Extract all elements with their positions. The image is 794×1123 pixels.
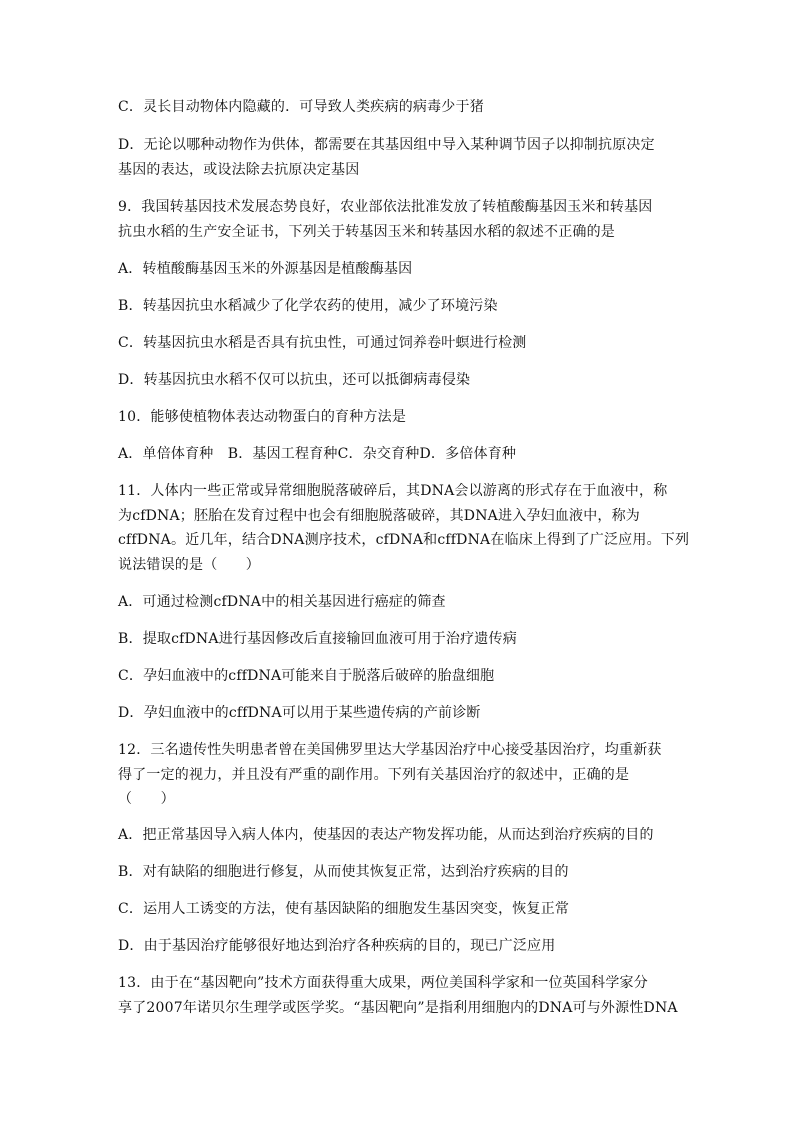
question-10-options: A．单倍体育种 B．基因工程育种C．杂交育种D．多倍体育种 <box>118 446 517 462</box>
option-11d: D．孕妇血液中的cffDNA可以用于某些遗传病的产前诊断 <box>118 705 481 721</box>
question-13-stem-cont: 享了2007年诺贝尔生理学或医学奖。“基因靶向”是指利用细胞内的DNA可与外源性DNA <box>118 1000 678 1016</box>
option-12a: A．把正常基因导入病人体内，使基因的表达产物发挥功能，从而达到治疗疾病的目的 <box>118 827 654 843</box>
option-9d: D．转基因抗虫水稻不仅可以抗虫，还可以抵御病毒侵染 <box>118 372 471 388</box>
option-12c: C．运用人工诱变的方法，使有基因缺陷的细胞发生基因突变，恢复正常 <box>118 901 570 917</box>
option-11a: A．可通过检测cfDNA中的相关基因进行癌症的筛查 <box>118 594 446 610</box>
question-13-stem: 13．由于在“基因靶向”技术方面获得重大成果，两位美国科学家和一位英国科学家分 <box>118 975 648 991</box>
question-12-stem-cont: 得了一定的视力，并且没有严重的副作用。下列有关基因治疗的叙述中，正确的是 <box>118 767 630 783</box>
option-8c: C．灵长目动物体内隐藏的．可导致人类疾病的病毒少于猪 <box>118 99 484 115</box>
option-11c: C．孕妇血液中的cffDNA可能来自于脱落后破碎的胎盘细胞 <box>118 668 495 684</box>
option-9c: C．转基因抗虫水稻是否具有抗虫性，可通过饲养卷叶螟进行检测 <box>118 335 527 351</box>
question-12-stem-end: （ ） <box>118 791 175 807</box>
option-12b: B．对有缺陷的细胞进行修复，从而使其恢复正常，达到治疗疾病的目的 <box>118 864 569 880</box>
question-11-stem-cont: cffDNA。近几年，结合DNA测序技术，cfDNA和cffDNA在临床上得到了广泛应用。下列 <box>118 532 690 548</box>
option-9a: A．转植酸酶基因玉米的外源基因是植酸酶基因 <box>118 261 413 277</box>
question-9-stem-cont: 抗虫水稻的生产安全证书，下列关于转基因玉米和转基因水稻的叙述不正确的是 <box>118 224 615 240</box>
question-9-stem: 9．我国转基因技术发展态势良好，农业部依法批准发放了转植酸酶基因玉米和转基因 <box>118 199 653 215</box>
option-8d-continued: 基因的表达，或设法除去抗原决定基因 <box>118 162 360 178</box>
option-12d: D．由于基因治疗能够很好地达到治疗各种疾病的目的，现已广泛应用 <box>118 938 556 954</box>
option-9b: B．转基因抗虫水稻减少了化学农药的使用，减少了环境污染 <box>118 298 498 314</box>
question-11-stem-end: 说法错误的是（ ） <box>118 557 260 573</box>
option-11b: B．提取cfDNA进行基因修改后直接输回血液可用于治疗遗传病 <box>118 631 517 647</box>
question-11-stem: 11．人体内一些正常或异常细胞脱落破碎后，其DNA会以游离的形式存在于血液中，称 <box>118 483 668 499</box>
question-12-stem: 12．三名遗传性失明患者曾在美国佛罗里达大学基因治疗中心接受基因治疗，均重新获 <box>118 742 662 758</box>
option-8d: D．无论以哪种动物作为供体，都需要在其基因组中导入某种调节因子以抑制抗原决定 <box>118 137 655 153</box>
question-11-stem-cont: 为cfDNA；胚胎在发育过程中也会有细胞脱落破碎，其DNA进入孕妇血液中，称为 <box>118 508 640 524</box>
question-10-stem: 10．能够使植物体表达动物蛋白的育种方法是 <box>118 409 407 425</box>
